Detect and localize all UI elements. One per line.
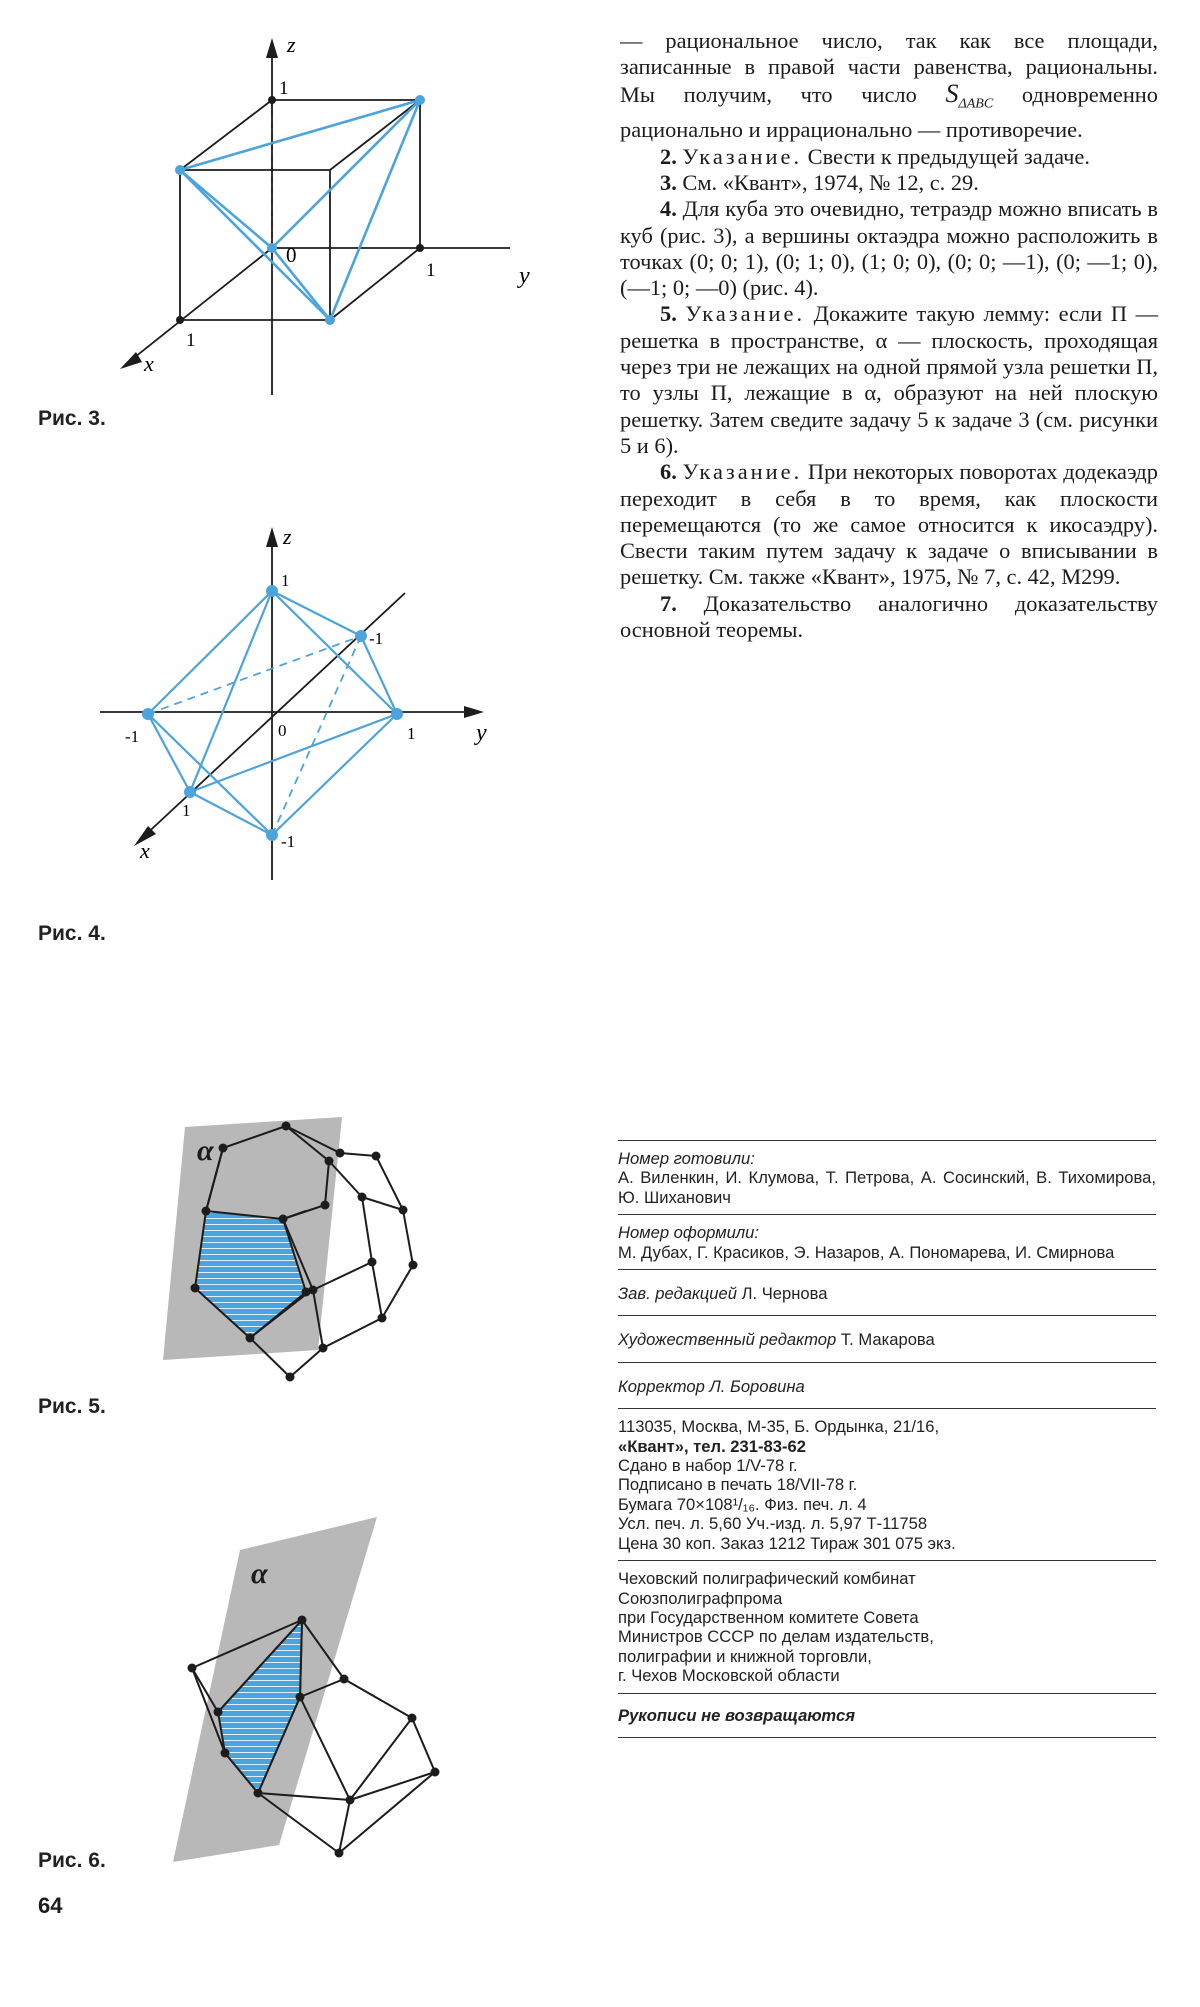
address-line: Сдано в набор 1/V-78 г. [618, 1456, 798, 1476]
fig4-x-neg: -1 [369, 629, 384, 648]
fig3-tick-y: 1 [426, 260, 436, 281]
figure-3-cube-tetrahedron [100, 20, 530, 380]
answer-3: 3. См. «Квант», 1974, № 12, с. 29. [660, 169, 979, 195]
figure-6-icosahedron-plane [150, 1505, 470, 1865]
fig3-axis-z: z [287, 32, 296, 57]
printer-line: Министров СССР по делам издательств, [618, 1627, 934, 1647]
fig5-alpha: α [197, 1134, 214, 1167]
manuscripts-note: Рукописи не возвращаются [618, 1705, 855, 1725]
fig4-y-neg: -1 [125, 727, 140, 746]
fig4-origin: 0 [278, 721, 287, 740]
printer-line: при Государственном комитете Совета [618, 1607, 919, 1627]
page-number: 64 [38, 1893, 63, 1918]
fig6-caption: Рис. 6. [38, 1849, 106, 1872]
fig6-alpha: α [251, 1557, 268, 1590]
address-line: Цена 30 коп. Заказ 1212 Тираж 301 075 экз. [618, 1533, 956, 1553]
answers-column [620, 28, 1158, 643]
address-line: Усл. печ. л. 5,60 Уч.-изд. л. 5,97 Т-11758 [618, 1514, 928, 1534]
address-line: 113035, Москва, М-35, Б. Ордынка, 21/16, [618, 1417, 940, 1437]
x-axis [125, 248, 272, 365]
printer-line: Чеховский полиграфический комбинат [618, 1569, 916, 1589]
printer-line: полиграфии и книжной торговли, [618, 1646, 872, 1666]
address-line: «Квант», тел. 231-83-62 [618, 1436, 806, 1456]
fig4-z-pos: 1 [281, 571, 290, 590]
answer-4: 4. Для куба это очевидно, тетраэдр можно вписать в куб (рис. 3), а вершины октаэдра можно расположить в точках (0; 0; 1), (0; 1; 0), (1; 0; 0), (0; 0; —1), (0; —1; 0), (—1; 0; —0) (рис. 4). [620, 196, 1158, 301]
answer-7: 7. Доказательство аналогично доказательству основной теоремы. [620, 590, 1158, 642]
tetrahedron-edges [180, 100, 420, 320]
fig4-axis-x: x [140, 838, 150, 863]
answer-1-continuation: — рациональное число, так как все площади, записанные в правой части равенства, рациональны. Мы получим, что число $S_{\Delta ABC}$ одновременно рационально и иррационально — противоречие. [620, 28, 1158, 143]
answer-5: 5. Указание. Докажите такую лемму: если П — решетка в пространстве, α — плоскость, проходящая через три не лежащих на одной прямой узла решетки П, то узлы П, лежащие в α, образуют на ней плоскую решетку. Затем сведите задачу 5 к задаче 3 (см. рисунки 5 и 6). [620, 301, 1158, 458]
fig4-x-pos: 1 [182, 801, 191, 820]
fig4-axis-z: z [283, 524, 292, 549]
fig3-axis-x: x [144, 351, 154, 376]
answer-2: 2. Указание. Свести к предыдущей задаче. [660, 143, 1090, 169]
imprint-block [618, 1140, 1156, 1738]
address-line: Бумага 70×108¹/₁₆. Физ. печ. л. 4 [618, 1494, 867, 1514]
figure-4-octahedron [100, 510, 500, 890]
figure-5-dodecahedron-plane [150, 1100, 470, 1400]
fig4-y-pos: 1 [407, 724, 416, 743]
designed-label: Номер оформили: [618, 1223, 760, 1243]
fig3-caption: Рис. 3. [38, 407, 106, 430]
fig5-caption: Рис. 5. [38, 1395, 106, 1418]
fig3-axis-y: y [519, 263, 530, 289]
prepared-names: А. Виленкин, И. Клумова, Т. Петрова, А. Сосинский, В. Тихомирова, Ю. Шиханович [618, 1168, 1156, 1207]
address-block [618, 1409, 1156, 1560]
corrector: Корректор Л. Боровина [618, 1376, 805, 1396]
fig4-axis-y: y [476, 720, 487, 746]
art-editor-label: Художественный редактор [618, 1330, 837, 1350]
chief-name: Л. Чернова [736, 1284, 828, 1304]
prepared-label: Номер готовили: [618, 1149, 755, 1168]
chief-label: Зав. редакцией [618, 1284, 737, 1304]
fig3-tick-z: 1 [279, 78, 289, 99]
answer-6: 6. Указание. При некоторых поворотах додекаэдр переходит в себя в то время, как плоскости перемещаются (то же самое относится к икосаэдру). Свести таким путем задачу к задаче о вписывании в решетку. См. также «Квант», 1975, № 7, с. 42, М299. [620, 459, 1158, 590]
printer-line: г. Чехов Московской области [618, 1666, 840, 1686]
printer-block [618, 1561, 1156, 1692]
designed-names: М. Дубах, Г. Красиков, Э. Назаров, А. Пономарева, И. Смирнова [618, 1242, 1115, 1262]
address-line: Подписано в печать 18/VII-78 г. [618, 1475, 858, 1495]
fig4-z-neg: -1 [281, 832, 296, 851]
printer-line: Союзполиграфпрома [618, 1588, 783, 1608]
art-editor-name: Т. Макарова [836, 1330, 935, 1350]
fig3-tick-x: 1 [186, 330, 196, 351]
fig3-origin: 0 [286, 243, 297, 267]
fig4-caption: Рис. 4. [38, 922, 106, 945]
